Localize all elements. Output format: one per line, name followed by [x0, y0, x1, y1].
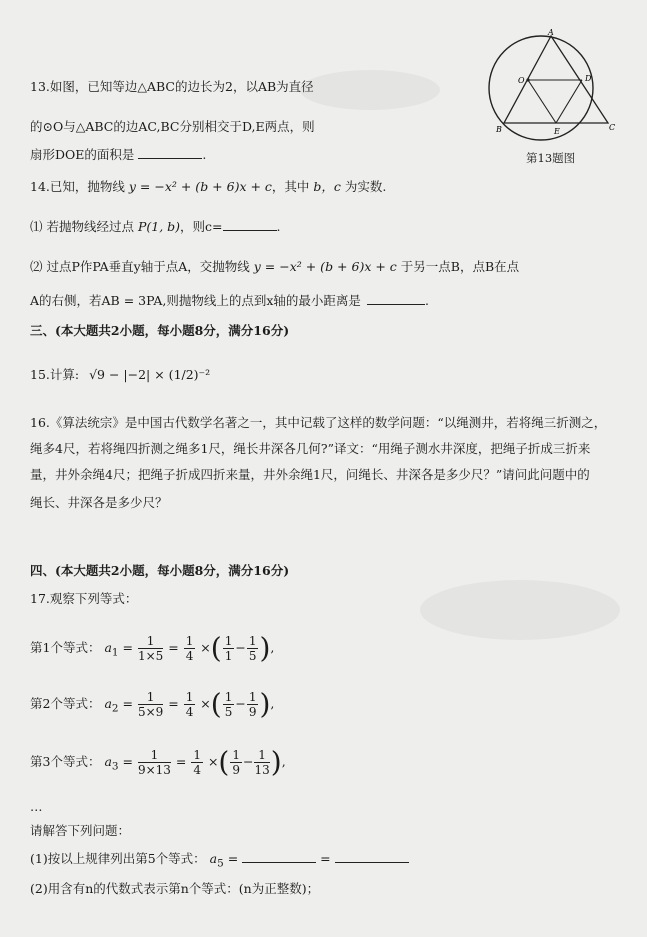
q16-line3: 量，井外余绳4尺；把绳子折成四折来量，井外余绳1尺，问绳长、井深各是多少尺？”请问此问题中的 — [30, 467, 590, 482]
label-c: C — [609, 123, 616, 132]
q17-eq2-f2-den: 9 — [248, 705, 257, 719]
label-d: D — [585, 74, 592, 83]
q17-sub1-blank1[interactable] — [242, 850, 316, 863]
q17-sub1-var: a — [209, 851, 218, 866]
q17-eq2-a: a — [104, 696, 112, 711]
q17-sub1-text: (1)按以上规律列出第5个等式： — [30, 851, 206, 866]
q14-part1-blank[interactable] — [223, 218, 277, 231]
q13-figure — [484, 28, 618, 152]
q17-eq3-den: 9×13 — [137, 763, 171, 777]
q13-line3-text: 扇形DOE的面积是 — [30, 147, 135, 162]
q17-eq3-sub: 3 — [111, 760, 119, 773]
q14-part2-b: 于另一点B，点B在点 — [400, 259, 520, 274]
q13-answer-blank[interactable] — [138, 146, 202, 159]
q16-line1: 16.《算法统宗》是中国古代数学名著之一，其中记载了这样的数学问题：“以绳测井，若将绳三折测之， — [30, 415, 607, 430]
q17-eq3-a: a — [104, 754, 112, 769]
q17-eq1-label: 第1个等式： — [30, 640, 101, 655]
q17-eq1-sub: 1 — [111, 646, 119, 659]
q17-eq2-frac: $\frac{1}{5\times 9}$ — [137, 690, 164, 719]
q17-eq2-label: 第2个等式： — [30, 696, 101, 711]
q14-part2-a: ⑵ 过点P作PA垂直y轴于点A，交抛物线 — [30, 259, 250, 274]
q14-part2-line1 — [30, 258, 519, 276]
q17-eq2-quarter: $\frac{1}{4}$ — [185, 690, 194, 719]
section4-heading: 四、(本大题共2小题，每小题8分，满分16分) — [30, 563, 290, 578]
q17-eq2-f1: $\frac{1}{5}$ — [224, 690, 233, 719]
label-b: B — [496, 125, 502, 134]
q14-part2-line2-text: A的右侧，若AB = 3PA,则抛物线上的点到x轴的最小距离是 — [30, 293, 361, 308]
q17-eq2-f2: $\frac{1}{9}$ — [248, 690, 257, 719]
q17-eq1-quarter: $\frac{1}{4}$ — [185, 634, 194, 663]
q17-eq3-f1-den: 9 — [232, 763, 240, 777]
q17-sub1-sub: 5 — [217, 857, 224, 870]
q17-eq1-frac: $\frac{1}{1\times 5}$ — [137, 634, 164, 663]
segment-de — [556, 80, 582, 123]
q15-line — [30, 366, 210, 384]
q17-eq1-den: 1×5 — [137, 649, 164, 663]
q14-intro-c: 为实数. — [344, 179, 387, 194]
q13-line2: 的⊙O与△ABC的边AC,BC分别相交于D,E两点，则 — [30, 119, 315, 134]
q14-part2-blank[interactable] — [367, 292, 425, 305]
label-e: E — [554, 127, 560, 136]
q17-eq2-f1-den: 5 — [224, 705, 233, 719]
q17-eq1-f1: $\frac{1}{1}$ — [224, 634, 233, 663]
q14-intro-b: ，其中 — [271, 179, 310, 194]
q15-expression: √9 − |−2| × (1/2)⁻² — [89, 367, 211, 382]
q17-eq2: 第2个等式： $a_2$ = $\frac{1}{5\times 9}$ = $\frac{1}{4}$ ×( $\frac{1}{5}$ − $\frac{1}{9}$ ), — [30, 687, 275, 721]
q17-eq3-label: 第3个等式： — [30, 754, 101, 769]
q17-eq1-f2-den: 5 — [248, 649, 257, 663]
q16-line2: 绳多4尺，若将绳四折测之绳多1尺，绳长井深各几何?”译文：“用绳子测水井深度，把绳子折成三折来 — [30, 441, 591, 456]
scan-smudge — [420, 580, 620, 640]
scan-smudge — [300, 70, 440, 110]
q13-line1: 13.如图，已知等边△ABC的边长为2，以AB为直径 — [30, 79, 314, 94]
q17-eq3-frac: $\frac{1}{9\times 13}$ — [137, 748, 171, 777]
q17-sub1-blank2[interactable] — [335, 850, 409, 863]
q17-ask: 请解答下列问题： — [30, 823, 131, 838]
q17-eq3-f1: $\frac{1}{9}$ — [232, 748, 240, 777]
q14-part1-a: ⑴ 若抛物线经过点 — [30, 219, 134, 234]
section3-heading: 三、(本大题共2小题，每小题8分，满分16分) — [30, 323, 290, 338]
q17-sub2: (2)用含有n的代数式表示第n个等式：(n为正整数)； — [30, 881, 320, 896]
q13-line3 — [30, 146, 206, 164]
q14-part1 — [30, 218, 281, 236]
segment-oe — [528, 80, 556, 123]
q17-eq2-den: 5×9 — [137, 705, 164, 719]
q14-part2-equation: y = −x² + (b + 6)x + c — [253, 259, 397, 274]
q17-eq3: 第3个等式： $a_3$ = $\frac{1}{9\times 13}$ = $\frac{1}{4}$ ×( $\frac{1}{9}$ − $\frac{1}{13}$ ), — [30, 745, 286, 779]
q17-eq3-f2-den: 13 — [254, 763, 270, 777]
q17-eq1-f2: $\frac{1}{5}$ — [248, 634, 257, 663]
q17-eq3-f2: $\frac{1}{13}$ — [254, 748, 270, 777]
q14-vars: b，c — [313, 179, 341, 194]
q14-point-p: P(1, b) — [137, 219, 181, 234]
q14-part2-end: . — [424, 293, 429, 308]
q17-sub1: (1)按以上规律列出第5个等式： $a_5$ = = — [30, 850, 409, 873]
q14-equation: y = −x² + (b + 6)x + c — [128, 179, 272, 194]
q16-line4: 绳长、井深各是多少尺？ — [30, 495, 168, 510]
q14-part2-line2 — [30, 292, 429, 310]
point-o — [526, 78, 529, 81]
q17-intro: 17.观察下列等式： — [30, 591, 138, 606]
figure-caption: 第13题图 — [526, 151, 576, 165]
q17-eq1-f1-den: 1 — [224, 649, 233, 663]
q14-part1-b: ，则c= — [180, 219, 223, 234]
q17-eq2-sub: 2 — [111, 702, 119, 715]
q13-line3-end: . — [202, 147, 207, 162]
q14-intro — [30, 178, 386, 196]
q17-eq1: 第1个等式： $a_1$ = $\frac{1}{1\times 5}$ = $\frac{1}{4}$ ×( $\frac{1}{1}$ − $\frac{1}{5}$ ), — [30, 631, 275, 665]
label-a: A — [548, 28, 554, 37]
q14-part1-end: . — [276, 219, 281, 234]
q17-dots: … — [30, 799, 43, 814]
q14-intro-a: 14.已知，抛物线 — [30, 179, 125, 194]
q17-eq3-quarter: $\frac{1}{4}$ — [193, 748, 201, 777]
q15-label: 15.计算: — [30, 367, 80, 382]
label-o: O — [518, 76, 525, 85]
q17-eq1-a: a — [104, 640, 112, 655]
